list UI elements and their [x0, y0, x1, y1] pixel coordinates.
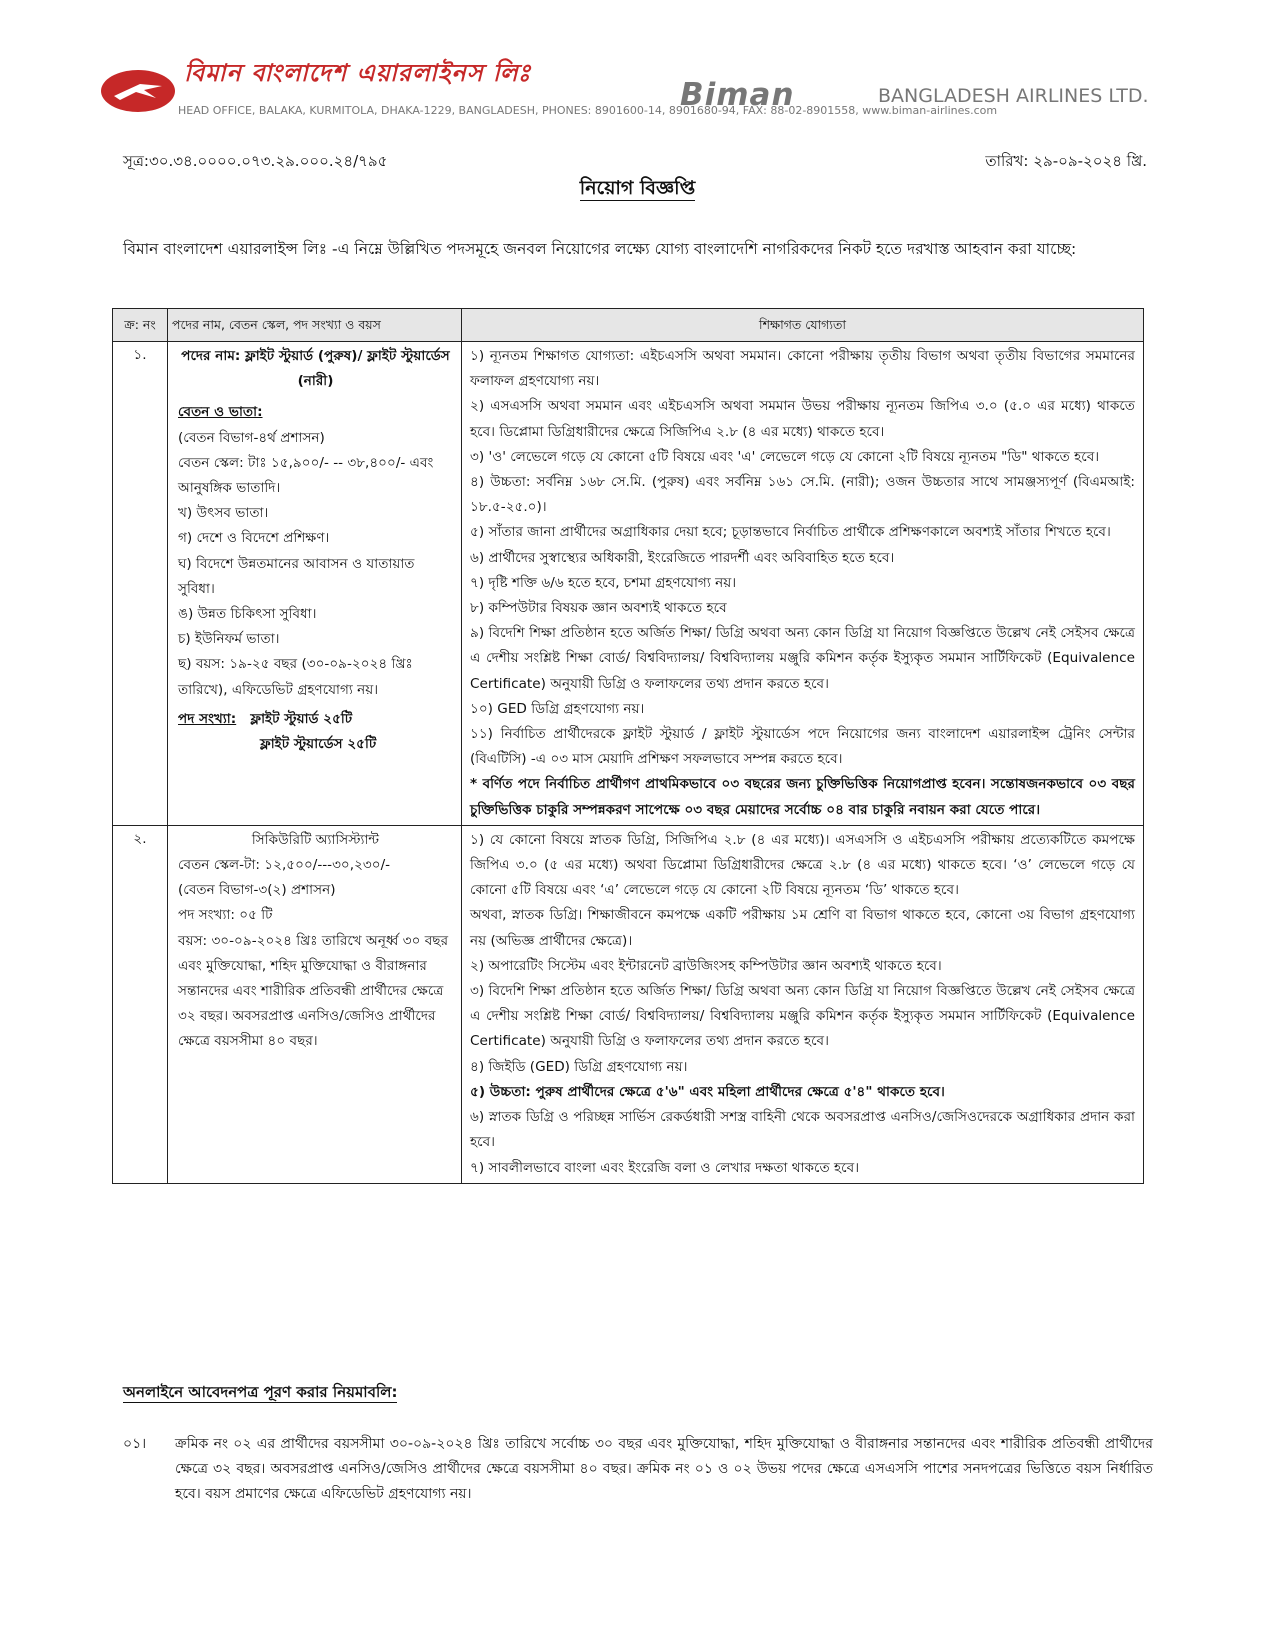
- header-qualification: শিক্ষাগত যোগ্যতা: [462, 309, 1144, 342]
- detail-line: গ) দেশে ও বিদেশে প্রশিক্ষণ।: [178, 530, 330, 547]
- qualification-item: ২) অপারেটিং সিস্টেম এবং ইন্টারনেট ব্রাউজিংসহ কম্পিউটার জ্ঞান অবশ্যই থাকতে হবে।: [470, 957, 942, 974]
- qualification-item: ৩) 'ও' লেভেলে গড়ে যে কোনো ৫টি বিষয়ে এবং 'এ' লেভেলে গড়ে যে কোনো ২টি বিষয়ে ন্যূনতম "ডি" থাকতে হবে।: [470, 448, 1100, 465]
- qualification-cell: [462, 342, 1144, 826]
- header-post: পদের নাম, বেতন স্কেল, পদ সংখ্যা ও বয়স: [168, 309, 462, 342]
- detail-line: বেতন স্কেল: টাঃ ১৫,৯০০/- -- ৩৮,৪০০/- এবং আনুষঙ্গিক ভাতাদি।: [178, 454, 434, 497]
- intro-paragraph: বিমান বাংলাদেশ এয়ারলাইন্স লিঃ -এ নিম্নে উল্লিখিত পদসমূহে জনবল নিয়োগের লক্ষ্যে যোগ্য বাংলাদেশি নাগরিকদের নিকট হতে দরখাস্ত আহবান করা যাচ্ছে:: [123, 240, 1077, 258]
- detail-line: ঙ) উন্নত চিকিৎসা সুবিধা।: [178, 606, 317, 623]
- qualification-item: ৪) উচ্চতা: সর্বনিম্ন ১৬৮ সে.মি. (পুরুষ) এবং সর্বনিম্ন ১৬১ সে.মি. (নারী); ওজন উচ্চতার সাথে সামঞ্জস্যপূর্ণ (বিএমআই: ১৮.৫-২৫.০)।: [470, 474, 1135, 516]
- qualification-cell: [462, 825, 1144, 1183]
- qualification-item: ৪) জিইডি (GED) ডিগ্রি গ্রহণযোগ্য নয়।: [470, 1058, 688, 1075]
- qualification-item: ৯) বিদেশি শিক্ষা প্রতিষ্ঠান হতে অর্জিত শিক্ষা/ ডিগ্রি অথবা অন্য কোন ডিগ্রি যা নিয়োগ বিজ্ঞপ্তিতে উল্লেখ নেই সেইসব ক্ষেত্রে এ দেশীয় সংশ্লিষ্ট শিক্ষা বোর্ড/ বিশ্ববিদ্যালয়/ বিশ্ববিদ্যালয় মঞ্জুরি কমিশন কর্তৃক ইস্যুকৃত সমমান সার্টিফিকেট (Equivalence Certificate) অনুযায়ী ডিগ্রি ও ফলাফলের তথ্য প্রদান করতে হবে।: [470, 625, 1135, 692]
- qualification-item: ৬) স্নাতক ডিগ্রি ও পরিচ্ছন্ন সার্ভিস রেকর্ডধারী সশস্ত্র বাহিনী থেকে অবসরপ্রাপ্ত এনসিও/জেসিওদেরকে অগ্রাধিকার প্রদান করা হবে।: [470, 1109, 1135, 1151]
- qualification-item: ৭) দৃষ্টি শক্তি ৬/৬ হতে হবে, চশমা গ্রহণযোগ্য নয়।: [470, 574, 737, 591]
- rule-text: ক্রমিক নং ০২ এর প্রার্থীদের বয়সসীমা ৩০-০৯-২০২৪ খ্রিঃ তারিখে সর্বোচ্চ ৩০ বছর এবং মুক্তিযোদ্ধা, শহিদ মুক্তিযোদ্ধা ও বীরাঙ্গনার সন্তানদের এবং শারীরিক প্রতিবন্ধী প্রার্থীদের ক্ষেত্রে ৩২ বছর। অবসরপ্রাপ্ত এনসিও/জেসিও প্রার্থীদের ক্ষেত্রে বয়সসীমা ৪০ বছর। ক্রমিক নং ০১ ও ০২ উভয় পদের ক্ষেত্রে এসএসসি পাশের সনদপত্রের ভিত্তিতে বয়স নির্ধারিত হবে। বয়স প্রমাণের ক্ষেত্রে এফিডেভিট গ্রহণযোগ্য নয়।: [175, 1436, 1153, 1502]
- qualification-item: ১১) নির্বাচিত প্রার্থীদেরকে ফ্লাইট স্টুয়ার্ড / ফ্লাইট স্টুয়ার্ডেস পদে নিয়োগের জন্য বাংলাদেশ এয়ারলাইন্স ট্রেনিং সেন্টার (বিএটিসি) -এ ০৩ মাস মেয়াদি প্রশিক্ষণ সফলভাবে সম্পন্ন করতে হবে।: [470, 726, 1135, 768]
- procedure-heading: অনলাইনে আবেদনপত্র পূরণ করার নিয়মাবলি:: [123, 1383, 398, 1401]
- header-serial: ক্র: নং: [113, 309, 168, 342]
- reference-number: সূত্র:৩০.৩৪.০০০০.০৭৩.২৯.০০০.২৪/৭৯৫: [123, 152, 388, 170]
- qualification-item: ৫) সাঁতার জানা প্রার্থীদের অগ্রাধিকার দেয়া হবে; চূড়ান্তভাবে নির্বাচিত প্রার্থীকে প্রশিক্ষণকালে অবশ্যই সাঁতার শিখতে হবে।: [470, 524, 1111, 541]
- contract-note: * বর্ণিত পদে নির্বাচিত প্রার্থীগণ প্রাথমিকভাবে ০৩ বছরের জন্য চুক্তিভিত্তিক নিয়োগপ্রাপ্ত হবেন। সন্তোষজনকভাবে ০৩ বছর চুক্তিভিত্তিক চাকুরি সম্পন্নকরণ সাপেক্ষে ০৩ বছর মেয়াদের সর্বোচ্চ ০৪ বার চাকুরি নবায়ন করা যেতে পারে।: [470, 776, 1135, 818]
- post-count-steward: ফ্লাইট স্টুয়ার্ড ২৫টি: [250, 710, 353, 727]
- company-name-english: BANGLADESH AIRLINES LTD.: [878, 85, 1149, 107]
- detail-line: খ) উৎসব ভাতা।: [178, 505, 269, 522]
- table-header-row: [113, 309, 1144, 342]
- salary-heading: বেতন ও ভাতা:: [178, 404, 263, 421]
- post-cell: [168, 342, 462, 826]
- company-name-bengali: বিমান বাংলাদেশ এয়ারলাইনস লিঃ: [184, 58, 532, 87]
- detail-line: বয়স: ৩০-০৯-২০২৪ খ্রিঃ তারিখে অনূর্ধ্ব ৩০ বছর এবং মুক্তিযোদ্ধা, শহিদ মুক্তিযোদ্ধা ও বীরাঙ্গনার সন্তানদের এবং শারীরিক প্রতিবন্ধী প্রার্থীদের ক্ষেত্রে ৩২ বছর। অবসরপ্রাপ্ত এনসিও/জেসিও প্রার্থীদের ক্ষেত্রে বয়সসীমা ৪০ বছর।: [178, 932, 449, 1050]
- post-title: সিকিউরিটি অ্যাসিস্ট্যান্ট: [251, 831, 380, 848]
- table-row: [113, 825, 1144, 1183]
- post-cell: [168, 825, 462, 1183]
- detail-line: (বেতন বিভাগ-৩(২) প্রশাসন): [178, 882, 336, 899]
- detail-line: বেতন স্কেল-টা: ১২,৫০০/---৩০,২৩০/-: [178, 857, 391, 874]
- qualification-item: ৭) সাবলীলভাবে বাংলা এবং ইংরেজি বলা ও লেখার দক্ষতা থাকতে হবে।: [470, 1159, 860, 1176]
- qualification-item: ৮) কম্পিউটার বিষয়ক জ্ঞান অবশ্যই থাকতে হবে: [470, 600, 727, 617]
- post-count-stewardess: ফ্লাইট স্টুয়ার্ডেস ২৫টি: [260, 736, 377, 753]
- qualification-item: ১০) GED ডিগ্রি গ্রহণযোগ্য নয়।: [470, 700, 645, 717]
- table-row: [113, 342, 1144, 826]
- notice-date: তারিখ: ২৯-০৯-২০২৪ খ্রি.: [985, 152, 1147, 170]
- detail-line: ছ) বয়স: ১৯-২৫ বছর (৩০-০৯-২০২৪ খ্রিঃ তারিখে), এফিডেভিট গ্রহণযোগ্য নয়।: [178, 656, 413, 698]
- rule-number: ০১।: [123, 1436, 147, 1452]
- serial-cell: ১.: [113, 342, 168, 826]
- qualification-item: ৩) বিদেশি শিক্ষা প্রতিষ্ঠান হতে অর্জিত শিক্ষা/ ডিগ্রি অথবা অন্য কোন ডিগ্রি যা নিয়োগ বিজ্ঞপ্তিতে উল্লেখ নেই সেইসব ক্ষেত্রে এ দেশীয় সংশ্লিষ্ট শিক্ষা বোর্ড/ বিশ্ববিদ্যালয়/ বিশ্ববিদ্যালয় মঞ্জুরি কমিশন কর্তৃক ইস্যুকৃত সমমান সার্টিফিকেট (Equivalence Certificate) অনুযায়ী ডিগ্রি ও ফলাফলের তথ্য প্রদান করতে হবে।: [470, 983, 1135, 1050]
- detail-line: চ) ইউনিফর্ম ভাতা।: [178, 631, 280, 648]
- post-count-label: পদ সংখ্যা:: [178, 710, 237, 727]
- detail-line: ঘ) বিদেশে উন্নতমানের আবাসন ও যাতায়াত সুবিধা।: [178, 555, 415, 597]
- letterhead: [100, 58, 1190, 124]
- detail-line: (বেতন বিভাগ-৪র্থ প্রশাসন): [178, 429, 325, 446]
- serial-cell: ২.: [113, 825, 168, 1183]
- positions-table: [112, 308, 1144, 1184]
- post-title: পদের নাম: ফ্লাইট স্টুয়ার্ড (পুরুষ)/ ফ্লাইট স্টুয়ার্ডেস (নারী): [181, 348, 450, 390]
- qualification-item: ৬) প্রার্থীদের সুস্বাস্থ্যের অধিকারী, ইংরেজিতে পারদর্শী এবং অবিবাহিত হতে হবে।: [470, 549, 895, 566]
- qualification-item: ১) যে কোনো বিষয়ে স্নাতক ডিগ্রি, সিজিপিএ ২.৮ (৪ এর মধ্যে)। এসএসসি ও এইচএসসি পরীক্ষায় প্রত্যেকটিতে কমপক্ষে জিপিএ ৩.০ (৫ এর মধ্যে) অথবা ডিপ্লোমা ডিগ্রিধারীদের ক্ষেত্রে ২.৮ (৪ এর মধ্যে) থাকতে হবে। ‘ও’ লেভেলে গড়ে যে কোনো ৫টি বিষয়ে এবং ‘এ’ লেভেলে গড়ে যে কোনো ২টি বিষয়ে ন্যূনতম ‘ডি’ থাকতে হবে।: [470, 831, 1135, 899]
- qualification-item: ১) ন্যূনতম শিক্ষাগত যোগ্যতা: এইচএসসি অথবা সমমান। কোনো পরীক্ষায় তৃতীয় বিভাগ অথবা তৃতীয় বিভাগের সমমানের ফলাফল গ্রহণযোগ্য নয়।: [470, 348, 1135, 390]
- post-count: [178, 707, 453, 732]
- qualification-item: ২) এসএসসি অথবা সমমান এবং এইচএসসি অথবা সমমান উভয় পরীক্ষায় ন্যূনতম জিপিএ ৩.০ (৫.০ এর মধ্যে) থাকতে হবে। ডিপ্লোমা ডিগ্রিধারীদের ক্ষেত্রে সিজিপিএ ২.৮ (৪ এর মধ্যে) থাকতে হবে।: [470, 398, 1135, 440]
- height-requirement: ৫) উচ্চতা: পুরুষ প্রার্থীদের ক্ষেত্রে ৫'৬" এবং মহিলা প্রার্থীদের ক্ষেত্রে ৫'৪" থাকতে হবে।: [470, 1083, 945, 1100]
- rule-item: [123, 1432, 1153, 1507]
- page-title: নিয়োগ বিজ্ঞপ্তি: [579, 177, 696, 199]
- company-address: HEAD OFFICE, BALAKA, KURMITOLA, DHAKA-1229, BANGLADESH, PHONES: 8901600-14, 8901680-94, FAX: 88-02-8901558, www.biman-airlines.com: [178, 104, 998, 117]
- company-brand: Biman: [680, 77, 795, 113]
- qualification-item: অথবা, স্নাতক ডিগ্রি। শিক্ষাজীবনে কমপক্ষে একটি পরীক্ষায় ১ম শ্রেণি বা বিভাগ থাকতে হবে, কোনো ৩য় বিভাগ গ্রহণযোগ্য নয় (অভিজ্ঞ প্রার্থীদের ক্ষেত্রে)।: [470, 907, 1135, 949]
- detail-line: পদ সংখ্যা: ০৫ টি: [178, 907, 273, 924]
- biman-logo-icon: [100, 68, 176, 114]
